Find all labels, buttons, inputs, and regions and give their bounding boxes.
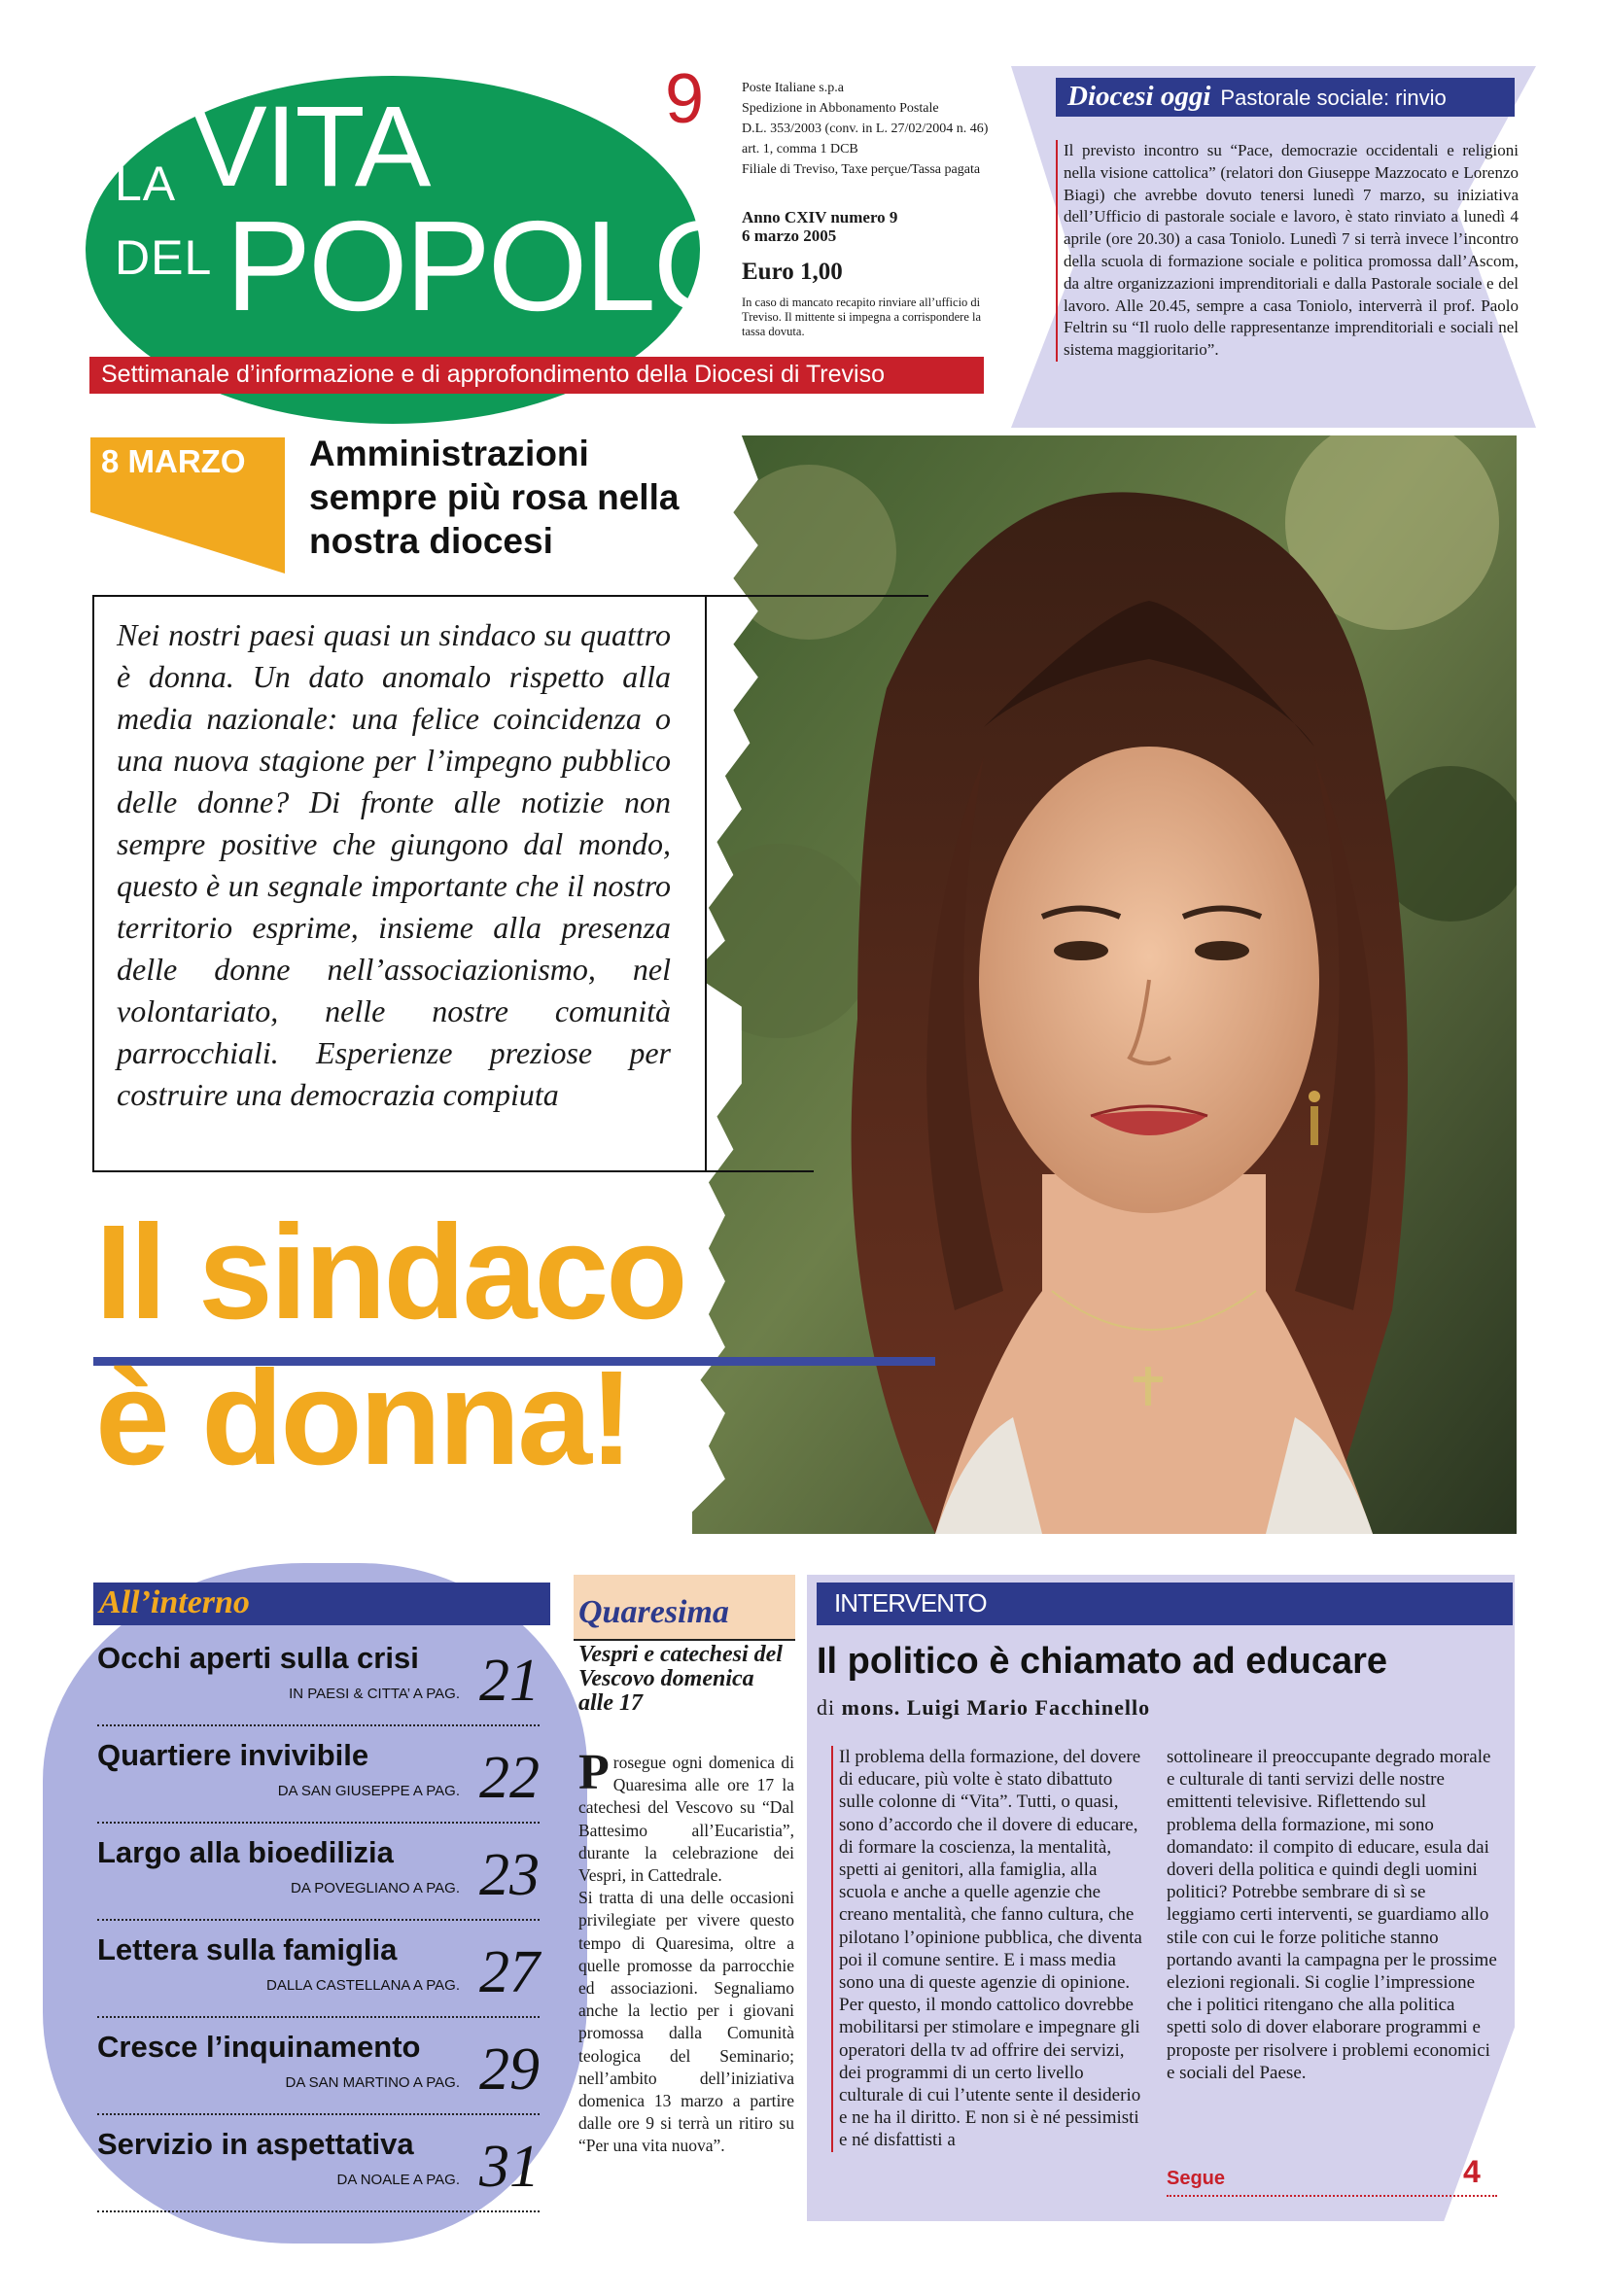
logo-la: LA xyxy=(115,157,177,211)
quaresima-article-body xyxy=(578,1745,794,2158)
logo-del: DEL xyxy=(115,230,213,285)
postal-line: Poste Italiane s.p.a xyxy=(742,81,844,95)
toc-item-page: 23 xyxy=(479,1842,540,1908)
toc-item-source: DA SAN GIUSEPPE A PAG. xyxy=(277,1783,460,1799)
quote-arrow-line xyxy=(707,595,928,597)
toc-item[interactable] xyxy=(97,2026,540,2115)
toc-item[interactable] xyxy=(97,1831,540,1921)
toc-item-page: 22 xyxy=(479,1745,540,1811)
toc-item-title: Largo alla bioedilizia xyxy=(97,1835,394,1869)
cover-headline-line-1: Il sindaco xyxy=(95,1198,685,1347)
quaresima-paragraph: rosegue ogni domenica di Quaresima alle ore 17 la catechesi del Vescovo su “Dal Battesimo all’Eucaristia”, durante la celebrazione dei Vespri, in Cattedrale. xyxy=(578,1753,794,1886)
toc-item-title: Lettera sulla famiglia xyxy=(97,1932,398,1966)
toc-item[interactable] xyxy=(97,1929,540,2018)
byline-prefix: di xyxy=(817,1695,836,1720)
quaresima-paragraph: Si tratta di una delle occasioni privilegiate per vivere questo tempo di Quaresima, oltre a quelle promosse da parrocchie ed associazioni. Segnaliamo anche la lectio per i giovani promossa dalla Comunità teologica del Seminario; nell’ambito dell’iniziativa domenica 13 marzo a partire dalle ore 9 si terrà un ritiro su “Per una vita nuova”. xyxy=(578,1888,794,2156)
quote-arrow-line xyxy=(707,1170,814,1172)
intervento-column-1: Il problema della formazione, del dovere di educare, più volte è stato dibattuto sulle colonne di “Vita”. Tutti, o quasi, sono d’accordo che il dovere di educare, di formare la coscienza, la mentalità, spetti ai genitori, alla famiglia, alla scuola e anche a quelle agenzie che creano mentalità, che fanno cultura, che pilotano l’opinione pubblica, che diventa poi il comune sentire. E i mass media sono una di queste agenzie di opinione. Per questo, il mondo cattolico dovrebbe mobilitarsi per stimolare e impegnare gli operatori della tv ad offrire dei servizi, dei programmi di un certo livello culturale di cui l’utente sente il desiderio e ne ha il diritto. E non si è né pessimisti e né disfattisti a xyxy=(831,1746,1142,2152)
diocesi-article-body: Il previsto incontro su “Pace, democrazie occidentali e religioni nella visione cattolica” (relatori don Giuseppe Mazzocato e Lorenzo Biagi) che avrebbe dovuto tenersi lunedì 7 marzo, su iniziativa dell’Ufficio di pastorale sociale e lavoro, è stato rinviato a lunedì 4 aprile (ore 20.30) a casa Toniolo. Lunedì 7 si terrà invece l’incontro della scuola di formazione sociale e politica promossa dall’Ascom, da altre organizzazioni imprenditoriali e dalla Pastorale sociale e del lavoro. Alle 20.45, sempre a casa Toniolo, interverrà il prof. Paolo Feltrin su “Il ruolo delle rappresentanze imprenditoriali e sociali nel sistema maggioritario”. xyxy=(1056,140,1519,362)
postal-line: Filiale di Treviso, Taxe perçue/Tassa pagata xyxy=(742,162,981,177)
postal-line: Spedizione in Abbonamento Postale xyxy=(742,101,939,116)
toc-item-page: 21 xyxy=(479,1648,540,1714)
toc-item-title: Cresce l’inquinamento xyxy=(97,2030,421,2064)
toc-item-page: 29 xyxy=(479,2036,540,2103)
toc-item-source: IN PAESI & CITTA’ A PAG. xyxy=(289,1686,460,1702)
quaresima-rule xyxy=(574,1639,795,1641)
issue-big-number: 9 xyxy=(665,60,705,138)
toc-item[interactable] xyxy=(97,1637,540,1726)
issue-date: 6 marzo 2005 xyxy=(742,226,837,245)
intervento-label: INTERVENTO xyxy=(817,1583,1513,1625)
issue-info xyxy=(742,208,897,245)
section-tag: 8 MARZO xyxy=(101,443,246,479)
continues-label[interactable]: Segue xyxy=(1167,2168,1226,2189)
cover-photo-woman xyxy=(692,435,1517,1534)
cover-headline-line-2: è donna! xyxy=(95,1343,631,1493)
toc-item[interactable] xyxy=(97,2123,540,2212)
toc-item-title: Quartiere invivibile xyxy=(97,1738,369,1772)
quaresima-subtitle: Vespri e catechesi del Vescovo domenica alle 17 xyxy=(578,1642,783,1716)
intervento-byline xyxy=(817,1695,1150,1721)
portrait-illustration xyxy=(692,435,1517,1534)
issue-line: Anno CXIV numero 9 xyxy=(742,208,898,226)
dropcap: P xyxy=(578,1745,610,1800)
toc-item[interactable] xyxy=(97,1734,540,1824)
continues-dotted-line xyxy=(1167,2195,1497,2197)
toc-item-page: 27 xyxy=(479,1939,540,2005)
cover-subhead: Amministrazioni sempre più rosa nella nostra diocesi xyxy=(309,434,680,561)
diocesi-title: Diocesi oggi xyxy=(1067,81,1211,112)
quaresima-title: Quaresima xyxy=(578,1594,729,1630)
intervento-column-2: sottolineare il preoccupante degrado morale e culturale di tanti servizi delle nostre emittenti televisive. Riflettendo sul problema della formazione, mi sono domandato: il compito di educare, esula dai doveri della politica e quindi degli uomini politici? Potrebbe sembrare di sì se leggiamo certi interventi, se guardiamo allo stile con cui le forze politiche stanno portando avanti la campagna per le prossime elezioni regionali. Si coglie l’impressione che i politici ritengano che alla politica spetti solo di dover elaborare programmi e proposte per risolvere i problemi economici e sociali del Paese. xyxy=(1167,1747,1497,2083)
logo-vita: VITA xyxy=(191,83,430,211)
intervento-title: Il politico è chiamato ad educare xyxy=(817,1641,1388,1682)
toc-item-page: 31 xyxy=(479,2134,540,2200)
pull-quote-text: Nei nostri paesi quasi un sindaco su quattro è donna. Un dato anomalo rispetto alla media nazionale: una felice coincidenza o una nuova stagione per l’impegno pubblico delle donne? Di fronte alle notizie non sempre positive che giungono dal mondo, questo è un segnale importante che il nostro territorio esprime, insieme alla presenza delle donne nell’associazionismo, nel volontariato, nelle nostre comunità parrocchiali. Esperienze preziose per costruire una democrazia compiuta xyxy=(117,617,671,1112)
toc-item-title: Occhi aperti sulla crisi xyxy=(97,1641,419,1675)
toc-item-title: Servizio in aspettativa xyxy=(97,2127,414,2161)
diocesi-header xyxy=(1056,78,1515,117)
postal-line: art. 1, comma 1 DCB xyxy=(742,142,858,157)
continues-page-number: 4 xyxy=(1463,2154,1481,2189)
masthead-subtitle: Settimanale d’informazione e di approfondimento della Diocesi di Treviso xyxy=(89,357,984,394)
logo-popolo: POPOLO xyxy=(226,194,751,337)
postal-info xyxy=(742,78,1024,180)
diocesi-subtitle: Pastorale sociale: rinvio xyxy=(1220,86,1447,110)
issue-price: Euro 1,00 xyxy=(742,259,843,285)
toc-item-source: DA NOALE A PAG. xyxy=(336,2172,460,2188)
byline-author: mons. Luigi Mario Facchinello xyxy=(841,1695,1151,1720)
toc-title: All’interno xyxy=(99,1584,250,1620)
toc-item-source: DA SAN MARTINO A PAG. xyxy=(285,2074,460,2091)
return-note: In caso di mancato recapito rinviare all’ufficio di Treviso. Il mittente si impegna a corrispondere la tassa dovuta. xyxy=(742,296,982,338)
postal-line: D.L. 353/2003 (conv. in L. 27/02/2004 n. 46) xyxy=(742,122,989,136)
toc-item-source: DALLA CASTELLANA A PAG. xyxy=(266,1977,460,1994)
toc-item-source: DA POVEGLIANO A PAG. xyxy=(291,1880,460,1896)
